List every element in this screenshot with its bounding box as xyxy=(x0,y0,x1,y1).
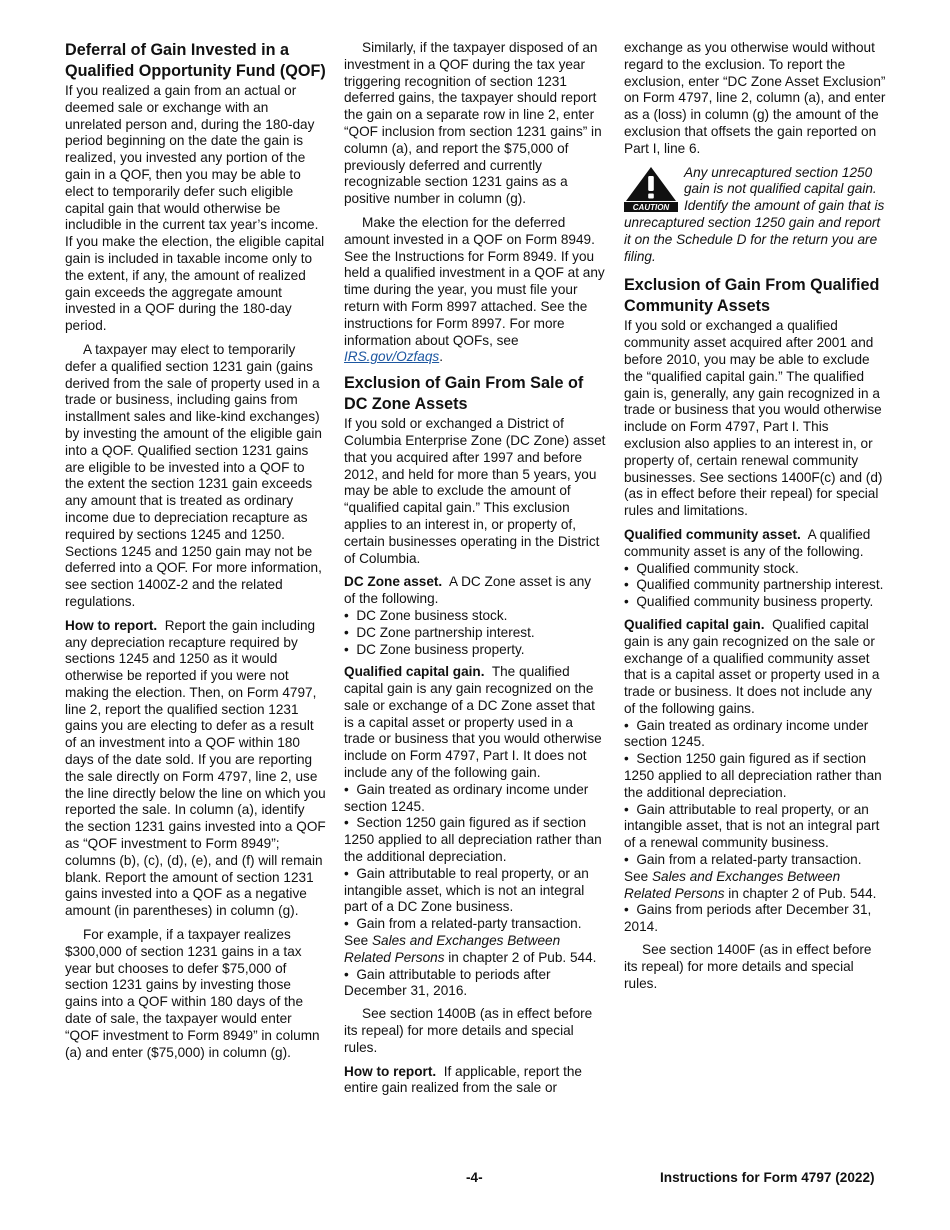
dc-zone-asset-list xyxy=(344,608,606,658)
dc-zone-heading: Exclusion of Gain From Sale of DC Zone Assets xyxy=(344,374,584,413)
list-item: • DC Zone partnership interest. xyxy=(344,625,606,642)
caution-label: CAUTION xyxy=(632,202,670,212)
dc-zone-asset-text: A DC Zone asset is any of the following. xyxy=(344,574,592,607)
qca-asset-list xyxy=(624,561,886,611)
list-item: • DC Zone business property. xyxy=(344,642,606,659)
caution-note xyxy=(624,165,886,266)
column-1 xyxy=(65,40,327,1068)
publication-reference: Sales and Exchanges Between Related Persons xyxy=(344,933,561,965)
qof-heading: Deferral of Gain Invested in a Qualified Opportunity Fund (QOF) xyxy=(65,41,326,80)
list-item-text: in chapter 2 of Pub. 544. xyxy=(448,949,597,965)
how-to-report-runin-heading: How to report. xyxy=(65,617,158,633)
dc-zone-asset-runin-heading: DC Zone asset. xyxy=(344,574,443,590)
qca-qcg-runin-heading: Qualified capital gain. xyxy=(624,616,765,632)
dc-qcg-runin-heading: Qualified capital gain. xyxy=(344,664,485,680)
election-text: Make the election for the deferred amount invested in a QOF on Form 8949. See the Instructions for Form 8949. If you held a qualified investment in a QOF at any time during the year, you must file your return with Form 8997 attached. See the instructions for Form 8997. For more information about QOFs, see xyxy=(344,214,605,348)
list-item xyxy=(624,852,886,902)
dc-how-to-report-text: If applicable, report the entire gain realized from the sale or xyxy=(344,1063,582,1096)
list-item: • Qualified community partnership interest. xyxy=(624,577,886,594)
dc-how-to-report-paragraph xyxy=(344,1064,606,1098)
qca-paragraph-1: If you sold or exchanged a qualified community asset acquired after 2001 and before 2010, you may be able to exclude the “qualified capital gain.” The qualified gain is, generally, any gain recognized in a trade or business that you would otherwise include on Form 4797, Part I. This exclusion also applies to an interest in, or property of, certain renewal community businesses. See sections 1400F(c) and (d) (as in effect before their repeal) for special rules and limitations. xyxy=(624,318,883,519)
qof-paragraph-1: If you realized a gain from an actual or deemed sale or exchange with an unrelated person and, during the 180-day period beginning on the date the gain is realized, you invested any portion of the gain in a QOF, then you may be able to elect to temporarily defer such eligible capital gain that would otherwise be includible in the current tax year’s income. If you make the election, the eligible capital gain is included in taxable income only to the extent, if any, the amount of realized gain exceeds the aggregate amount invested in a QOF during the 180-day period. xyxy=(65,83,325,334)
list-item: • Gain attributable to periods after December 31, 2016. xyxy=(344,967,606,1001)
how-to-report-text: Report the gain including any depreciation recapture required by sections 1245 and 1250 as it would otherwise be reported if you were not making the election. Then, on Form 4797, line 2, report the qualified section 1231 gains you are electing to defer as a result of an investment into a QOF within 180 days of the date sold. If you are reporting the sale directly on Form 4797, line 2, use the line directly below the line on which you reported the sale. In column (a), identify the section 1231 gains invested into a QOF as “QOF investment to Form 8949”; columns (b), (c), (d), (e), and (f) will remain blank. Report the amount of section 1231 gains invested into a QOF as a negative amount (in parentheses) in column (g). xyxy=(65,617,326,919)
list-item-text: Gain from a related-party transaction. See xyxy=(344,916,582,949)
see-1400b-paragraph: See section 1400B (as in effect before its repeal) for more details and special rules. xyxy=(344,1006,593,1055)
qca-asset-runin-heading: Qualified community asset. xyxy=(624,526,801,542)
irs-ozfaqs-link[interactable]: IRS.gov/Ozfaqs xyxy=(344,349,440,365)
caution-text: Any unrecaptured section 1250 gain is not qualified capital gain. Identify the amount of gain that is unrecaptured section 1250 gain and report it on the Schedule D for the return you are filing. xyxy=(624,164,885,264)
dc-qcg-list xyxy=(344,782,606,1000)
list-item: • Gain treated as ordinary income under section 1245. xyxy=(344,782,606,816)
list-item-text: Gain from a related-party transaction. See xyxy=(624,852,862,884)
publication-reference: Sales and Exchanges Between Related Persons xyxy=(624,868,841,901)
qca-qcg-list xyxy=(624,718,886,936)
qca-asset-paragraph xyxy=(624,527,886,561)
list-item: • Gain attributable to real property, or an intangible asset, that is not an integral part of a renewal community business. xyxy=(624,802,886,852)
page-number: -4- xyxy=(466,1170,483,1185)
list-item: • Qualified community stock. xyxy=(624,561,886,578)
list-item: • DC Zone business stock. xyxy=(344,608,606,625)
example-paragraph: For example, if a taxpayer realizes $300,000 of section 1231 gains in a tax year but chooses to defer $75,000 of section 1231 gains by investing those gains into a QOF within 180 days of the date of sale, the taxpayer would enter “QOF investment to Form 8949” in column (a) and enter ($75,000) in column (g). xyxy=(65,927,320,1060)
list-item: • Section 1250 gain figured as if section 1250 applied to all depreciation rather than the additional depreciation. xyxy=(624,751,886,801)
dc-qcg-text: The qualified capital gain is any gain recognized on the sale or exchange of a DC Zone asset that is a capital asset or property used in a trade or business that you would otherwise include on Form 4797, Part I. It does not include any of the following gain. xyxy=(344,664,602,781)
qca-qcg-paragraph xyxy=(624,617,886,718)
continued-paragraph: exchange as you otherwise would without regard to the exclusion. To report the exclusion, enter “DC Zone Asset Exclusion” on Form 4797, line 2, column (a), and enter as a (loss) in column (g) the amount of the exclusion that offsets the gain reported on Part I, line 6. xyxy=(624,40,886,156)
qca-heading: Exclusion of Gain From Qualified Community Assets xyxy=(624,276,880,315)
election-paragraph xyxy=(344,215,606,366)
how-to-report-paragraph xyxy=(65,618,327,920)
qca-asset-text: A qualified community asset is any of the following. xyxy=(624,526,871,559)
column-3 xyxy=(624,40,886,999)
dc-qcg-paragraph xyxy=(344,664,606,782)
column-2 xyxy=(344,40,606,1104)
list-item: • Gains from periods after December 31, 2014. xyxy=(624,902,886,936)
dc-zone-paragraph-1: If you sold or exchanged a District of Columbia Enterprise Zone (DC Zone) asset that you acquired after 1997 and before 2012, and held for more than 5 years, you may be able to exclude the amount of “qualified capital gain.” This exclusion applies to an interest in, or property of, certain businesses operating in the District of Columbia. xyxy=(344,416,606,566)
dc-how-to-report-runin-heading: How to report. xyxy=(344,1063,437,1079)
list-item-text: in chapter 2 of Pub. 544. xyxy=(728,885,877,901)
caution-icon xyxy=(624,166,678,212)
list-item: • Section 1250 gain figured as if section 1250 applied to all depreciation rather than the additional depreciation. xyxy=(344,815,606,865)
similarly-paragraph: Similarly, if the taxpayer disposed of an investment in a QOF during the tax year triggering recognition of section 1231 deferred gains, the taxpayer should report the gain on a separate row in line 2, enter “QOF inclusion from section 1231 gains” in column (a), and report the $75,000 of previously deferred and currently recognizable section 1231 gains as a positive number in column (g). xyxy=(344,40,602,207)
list-item: • Gain attributable to real property, or an intangible asset, which is not an integral part of a DC Zone business. xyxy=(344,866,606,916)
list-item: • Gain treated as ordinary income under section 1245. xyxy=(624,718,886,752)
list-item: • Qualified community business property. xyxy=(624,594,886,611)
qof-paragraph-2: A taxpayer may elect to temporarily defer a qualified section 1231 gain (gains derived from the sale of property used in a trade or business, including gains from installment sales and like-kind exchanges) by investing the amount of the eligible gain into a QOF. Qualified section 1231 gains are eligible to be invested into a QOF to the extent the section 1231 gain exceeds any amount that is treated as ordinary income due to depreciation recapture as required by sections 1245 and 1250. Sections 1245 and 1250 gain may not be deferred into a QOF. For more information, see section 1400Z-2 and the related regulations. xyxy=(65,341,322,609)
list-item xyxy=(344,916,606,966)
election-end: . xyxy=(439,349,443,365)
qca-qcg-text: Qualified capital gain is any gain recognized on the sale or exchange of a qualified community asset that is a capital asset or property used in a trade or business. It does not include any of the following gains. xyxy=(624,616,880,716)
see-1400f-paragraph: See section 1400F (as in effect before its repeal) for more details and special rules. xyxy=(624,942,872,991)
form-title-footer: Instructions for Form 4797 (2022) xyxy=(660,1170,875,1185)
dc-zone-asset-paragraph xyxy=(344,574,606,608)
